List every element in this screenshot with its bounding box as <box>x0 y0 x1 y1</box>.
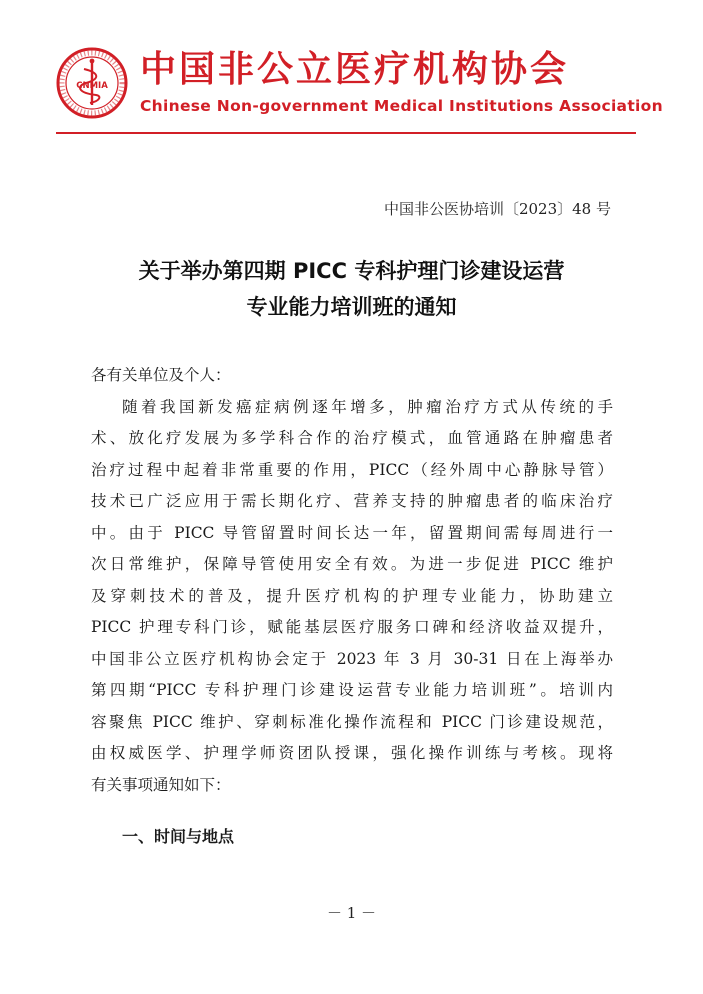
paragraph-line: 中国非公立医疗机构协会定于 2023 年 3 月 30-31 日在上海举办 <box>91 649 613 668</box>
section-heading: 一、时间与地点 <box>122 827 235 846</box>
org-name-chinese: 中国非公立医疗机构协会 <box>140 49 570 90</box>
title-line-2: 专业能力培训班的通知 <box>246 295 457 319</box>
paragraph-line: 由权威医学、护理学师资团队授课，强化操作训练与考核。现将 <box>91 744 613 762</box>
salutation: 各有关单位及个人： <box>91 366 231 384</box>
title-line-1: 关于举办第四期 PICC 专科护理门诊建设运营 <box>138 259 565 283</box>
svg-text:CNMIA: CNMIA <box>76 81 108 91</box>
paragraph-line: 有关事项通知如下： <box>91 775 231 794</box>
paragraph-line: 第四期“PICC 专科护理门诊建设运营专业能力培训班”。培训内 <box>91 681 613 699</box>
page-number: － 1 － <box>326 904 377 922</box>
paragraph-line: 随着我国新发癌症病例逐年增多，肿瘤治疗方式从传统的手 <box>122 397 613 416</box>
paragraph-line: 及穿刺技术的普及，提升医疗机构的护理专业能力，协助建立 <box>91 586 613 605</box>
paragraph-line: 技术已广泛应用于需长期化疗、营养支持的肿瘤患者的临床治疗 <box>91 492 613 510</box>
org-name-english: Chinese Non-government Medical Institutions Association <box>140 97 663 115</box>
paragraph-line: PICC 护理专科门诊，赋能基层医疗服务口碑和经济收益双提升， <box>91 618 613 636</box>
document-body <box>91 360 613 801</box>
paragraph-line: 治疗过程中起着非常重要的作用，PICC（经外周中心静脉导管） <box>91 460 613 479</box>
paragraph-line: 中。由于 PICC 导管留置时间长达一年，留置期间需每周进行一 <box>91 523 613 542</box>
header-divider <box>56 132 636 134</box>
letterhead <box>0 0 703 140</box>
association-seal-icon <box>56 47 128 119</box>
document-title <box>0 253 703 325</box>
document-number: 中国非公医协培训〔2023〕48 号 <box>383 200 611 218</box>
paragraph-line: 次日常维护，保障导管使用安全有效。为进一步促进 PICC 维护 <box>91 555 613 573</box>
paragraph-line: 容聚焦 PICC 维护、穿刺标准化操作流程和 PICC 门诊建设规范， <box>91 712 613 731</box>
paragraph-line: 术、放化疗发展为多学科合作的治疗模式，血管通路在肿瘤患者 <box>91 429 613 447</box>
